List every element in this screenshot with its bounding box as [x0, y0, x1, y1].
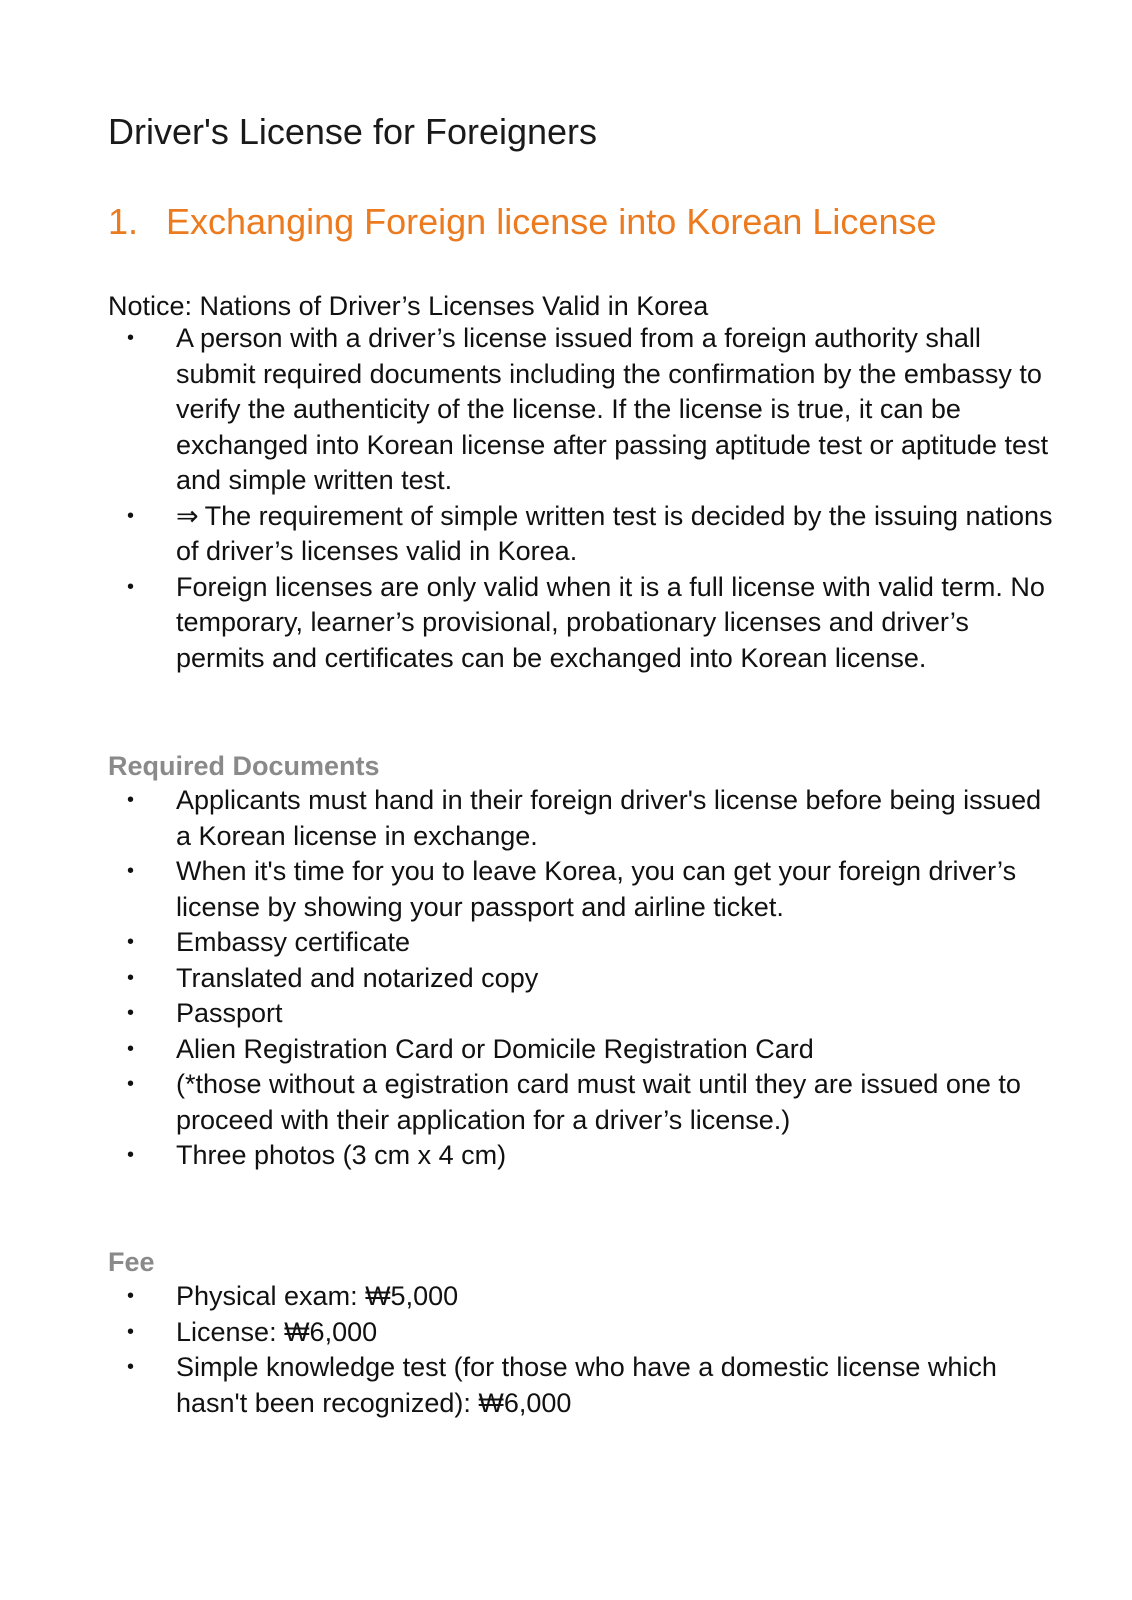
list-item-text: Simple knowledge test (for those who have a domestic license which hasn't been recognized): ₩6,000 — [176, 1352, 997, 1418]
required-documents-list — [0, 783, 1060, 1174]
list-item — [0, 570, 1060, 677]
list-item — [0, 1138, 1060, 1174]
list-item — [0, 1315, 1060, 1351]
list-item-text: License: ₩6,000 — [176, 1316, 378, 1347]
list-item-text: Three photos (3 cm x 4 cm) — [176, 1140, 507, 1170]
list-item-text: Foreign licenses are only valid when it is a full license with valid term. No temporary, learner’s provisional, probationary licenses and driver’s permits and certificates can be exchanged into Korean license. — [176, 571, 1045, 673]
bullet: • — [127, 504, 135, 527]
list-item — [0, 1350, 1060, 1421]
fee-heading: Fee — [108, 1247, 155, 1277]
list-item-text: When it's time for you to leave Korea, you can get your foreign driver’s license by showing your passport and airline ticket. — [176, 856, 1017, 922]
section-number: 1. — [108, 201, 139, 242]
bullet: • — [127, 931, 135, 953]
section-title: Exchanging Foreign license into Korean License — [166, 201, 937, 242]
bullet: • — [127, 1002, 135, 1024]
section-heading — [108, 200, 936, 244]
list-item — [0, 499, 1060, 570]
bullet: • — [127, 575, 135, 598]
list-item — [0, 783, 1060, 854]
list-item — [0, 321, 1060, 499]
fee-list — [0, 1279, 1060, 1421]
document-title: Driver's License for Foreigners — [108, 111, 598, 152]
list-item-text: Embassy certificate — [176, 927, 411, 957]
list-item — [0, 1279, 1060, 1315]
bullet: • — [127, 860, 135, 882]
list-item-text: Alien Registration Card or Domicile Registration Card — [176, 1033, 814, 1064]
implies-arrow-icon: ⇒ — [176, 500, 199, 531]
bullet: • — [127, 1356, 135, 1378]
list-item — [0, 1067, 1060, 1138]
notice-heading: Notice: Nations of Driver’s Licenses Valid in Korea — [108, 291, 709, 321]
bullet: • — [127, 327, 135, 349]
list-item — [0, 854, 1060, 925]
list-item-text: Physical exam: ₩5,000 — [176, 1281, 459, 1311]
notice-list — [0, 321, 1060, 676]
list-item-text: Passport — [176, 998, 283, 1028]
list-item — [0, 961, 1060, 997]
bullet: • — [127, 1073, 135, 1095]
bullet: • — [127, 1144, 135, 1166]
list-item — [0, 1032, 1060, 1068]
bullet: • — [127, 789, 135, 811]
list-item-text: (*those without a egistration card must wait until they are issued one to proceed with their application for a driver’s license.) — [176, 1069, 1021, 1135]
list-item-text: Translated and notarized copy — [176, 962, 539, 993]
required-documents-heading: Required Documents — [108, 751, 380, 781]
bullet: • — [127, 1320, 135, 1343]
list-item-text: Applicants must hand in their foreign driver's license before being issued a Korean license in exchange. — [176, 785, 1042, 851]
list-item — [0, 996, 1060, 1032]
bullet: • — [127, 966, 135, 989]
bullet: • — [127, 1037, 135, 1060]
list-item-text: A person with a driver’s license issued from a foreign authority shall submit required documents including the confirmation by the embassy to verify the authenticity of the license. If the license is true, it can be exchanged into Korean license after passing aptitude test or aptitude test and simple written test. — [176, 323, 1049, 495]
bullet: • — [127, 1285, 135, 1307]
list-item-text: The requirement of simple written test is decided by the issuing nations of driver’s licenses valid in Korea. — [176, 500, 1053, 566]
list-item — [0, 925, 1060, 961]
